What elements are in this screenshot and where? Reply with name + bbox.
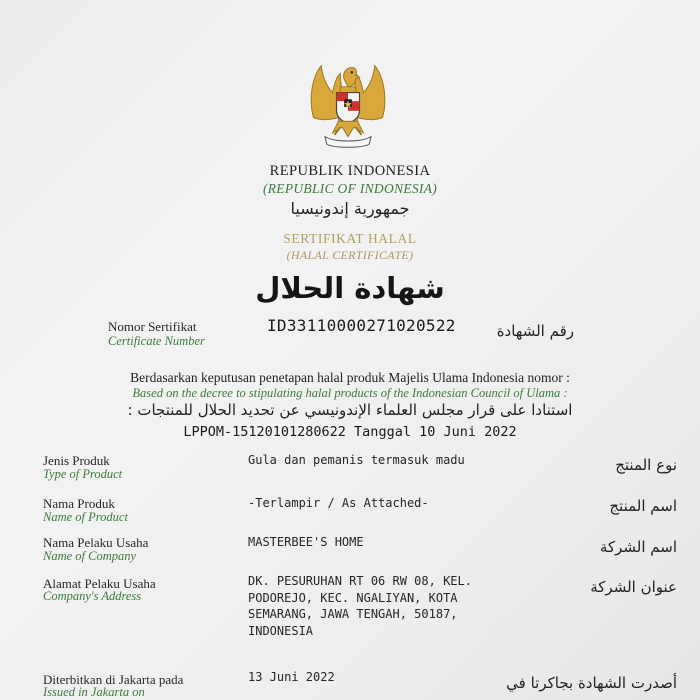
type-of-product-value: Gula dan pemanis termasuk madu [248,453,465,467]
company-address-value: DK. PESURUHAN RT 06 RW 08, KEL. PODOREJO, KEC. NGALIYAN, KOTA SEMARANG, JAWA TENGAH, 50187, INDONESIA [248,574,472,638]
name-of-company-value: MASTERBEE'S HOME [248,535,364,549]
decree-text-en: Based on the decree to stipulating halal products of the Indonesian Council of Ulama : [132,386,568,400]
name-of-company-label: Nama Pelaku Usaha [43,535,149,550]
type-of-product-label: Jenis Produk [43,453,110,468]
name-of-product-value: -Terlampir / As Attached- [248,496,429,510]
certificate-number-label-ar: رقم الشهادة [496,322,574,340]
certificate-number-label-en: Certificate Number [108,334,205,348]
type-of-product-label-ar: نوع المنتج [615,456,677,474]
certificate-number-value: ID33110000271020522 [267,316,456,335]
type-of-product-label-en: Type of Product [43,467,123,481]
certificate-title-ar: شهادة الحلال [255,271,445,305]
garuda-emblem-icon [300,58,396,154]
name-of-product-label: Nama Produk [43,496,115,511]
decree-text: Berdasarkan keputusan penetapan halal produk Majelis Ulama Indonesia nomor : [130,370,570,385]
issued-label-ar: أصدرت الشهادة بجاكرتا في [506,674,677,692]
issued-value: 13 Juni 2022 [248,670,335,684]
certificate-number-label: Nomor Sertifikat [108,319,197,334]
country-title-ar: جمهورية إندونيسيا [290,199,410,218]
certificate-title: SERTIFIKAT HALAL [283,231,417,246]
company-address-label-ar: عنوان الشركة [590,578,677,596]
issued-label-en: Issued in Jakarta on [43,685,145,699]
certificate-title-en: (HALAL CERTIFICATE) [286,248,414,262]
name-of-company-label-ar: اسم الشركة [599,538,677,556]
name-of-product-label-ar: اسم المنتج [609,497,677,515]
decree-text-ar: استنادا على قرار مجلس العلماء الإندونيسي عن تحديد الحلال للمنتجات : [127,401,573,419]
company-address-label-en: Company's Address [43,589,142,603]
decree-number: LPPOM-15120101280622 Tanggal 10 Juni 2022 [183,424,517,440]
country-title: REPUBLIK INDONESIA [269,163,431,179]
issued-label: Diterbitkan di Jakarta pada [43,672,184,687]
company-address-label: Alamat Pelaku Usaha [43,576,156,591]
country-title-en: (REPUBLIC OF INDONESIA) [262,181,438,196]
name-of-product-label-en: Name of Product [43,510,128,524]
name-of-company-label-en: Name of Company [43,549,137,563]
